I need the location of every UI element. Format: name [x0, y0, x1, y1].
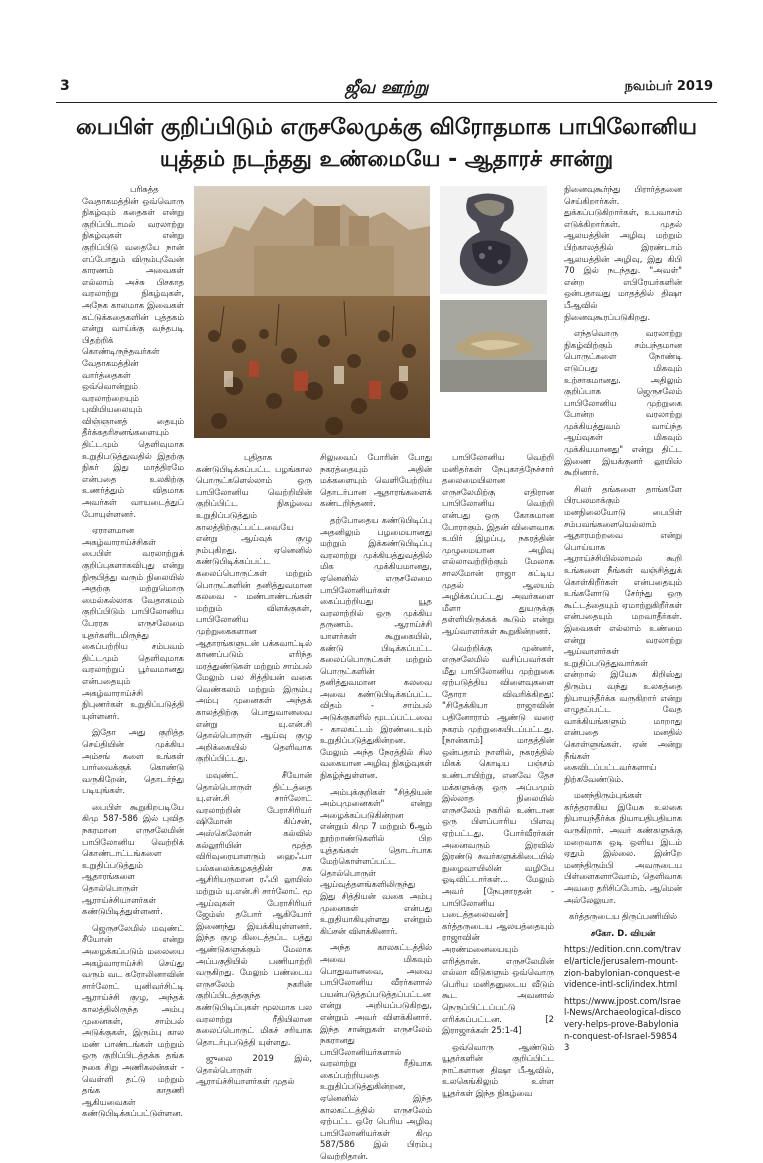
paragraph: இதோ அது குறித்த செய்தியின் முக்கிய அம்சங் களை உங்கள் பார்வைக்குக் கொண்டு வருகிறேன், தொடர்ந்து படியுங்கள்.	[82, 727, 184, 796]
paragraph: ஜெருசலேமில் மவுண்ட் சீயோன் என்று அழைக்கப்படும் மலையை அகழ்வாராய்ச்சி செய்து வரும் வட கரோலினாவின் சார்லோட் யுனிவர்சிட்டி ஆராய்ச்சி குழு, அந்தக் காலத்திலிருந்த அம்பு முனைகள், சாம்பல் அடுக்குகள், இரும்பு கால மண் பாண்டங்கள் மற்றும் ஒரு குறிப்பிடத்தக்க தங்க நகை சிறு அணிகலன்கள் - வெள்ளி தட்டு மற்றும் தங்க காதணி ஆகியவைகள் கண்டுபிடிக்கப்பட்டுள்ளன.	[82, 922, 184, 1119]
paragraph: நினைவுகூர்ந்து பிரார்த்தனை செய்கிறார்கள். துக்கப்படுகிறார்கள், உபவாசம் எடுக்கிறார்கள். முதல் ஆலயத்தின் அழிவு மற்றும் பிற்காலத்தில் இரண்டாம் ஆலயத்தின் அழிவு, இது கிபி 70 இல் நடந்தது. "அவள்" என்ற எபிரேயர்களின் ஒன்பதாவது மாதத்தில் திஷா பீஆவில் நினைவுகூரப்படுகிறது.	[564, 184, 682, 322]
article-column-3	[320, 452, 432, 1162]
article-column-1	[82, 184, 184, 1119]
paragraph: சிலர் தங்களை தாங்களே பிரபலமாக்கும் மனநிலையோடு பைபிள் சம்பவங்களையெல்லாம் ஆதாரமற்றவை என்று பொய்யாக ஆராய்ச்சியில்லாமல் கூறி உங்களை நீங்கள் வஞ்சித்துக் கொள்கிறீர்கள் என்பதையும் உங்களோடு சேர்ந்து ஒரு கூட்டத்தையும் ஏமாற்றுகிறீர்கள் என்பதையும் மறவாதீர்கள். இவைகள் எல்லாம் உண்மை என்று வரலாற்று ஆய்வாளர்கள் உறுதிப்படுத்துவார்கள் என்றால் இயேசு கிறிஸ்து திரும்ப வந்து உலகத்தை நியாயந்தீர்க்க வருகிறார் என்று எழுதப்பட்ட வேத வாக்கியங்களும் மாறாது என்பதை மனதில் கொள்ளுங்கள். ஏன் அன்று நீங்கள் கைவிடப்பட்டவர்களாய் நிற்கவேண்டும்.	[564, 483, 682, 784]
article-headline	[60, 112, 713, 176]
article-column-4	[442, 452, 554, 1099]
paragraph: ஒவ்வொரு ஆண்டும் யூதர்களின் குறிப்பிட்ட நாட்களான திஷா பீஆவில், உலகெங்கிலும் உள்ள யூதர்கள் இந்த நிகழ்வை	[442, 1041, 554, 1099]
paragraph: ஜுலை 2019 இல், தொல்பொருள் ஆராய்ச்சியாளர்கள் முதல்	[196, 1053, 312, 1087]
headline-line-1: பைபிள் குறிப்பிடும் எருசலேமுக்கு விரோதமாக பாபிலோனிய	[75, 115, 697, 140]
bronze-artifact	[440, 186, 547, 294]
issue-date: நவம்பர் 2019	[624, 79, 713, 94]
article-column-2	[196, 452, 312, 1087]
paragraph: அம்புக்குறிகள் "சித்தியன் அம்புமுனைகள்" என்று அழைக்கப்படுகின்றன என்றும் கிமு 7 மற்றும் 6ஆம் நூற்றாண்டுகளில் பிற யுத்தங்கள் தொடர்பாக மேற்கொள்ளப்பட்ட தொல்பொருள் ஆய்வுத்தளங்களிலிருந்து இது சித்தியன் வகை அம்பு முனைகள் என்பது உறுதியாகியுள்ளது என்றும் கிப்சன் விளக்கினார்.	[320, 786, 432, 936]
painting-photo	[194, 186, 430, 438]
masthead-title: ஜீவ ஊற்று	[344, 78, 429, 98]
artifact-photo-bottom	[440, 300, 547, 392]
paragraph: அந்த காலகட்டத்தில் அவை மிகவும் பொதுவானவை, அவை பாபிலோனிய வீரர்களால் பயன்படுத்தப்படுத்தப்பட்டன என்று அறியப்படுகிறது, என்றும் அவர் விளக்கினார். இந்த சான்றுகள் எருசலேம் நகரானது பாபிலோனியர்களால் வரலாற்று ரீதியாக கைப்பற்றியதை உறுதிப்படுத்துகின்றன, ஏனெனில் இந்த காலகட்டத்தில் எருசலேம் ஏற்பட்ட ஒரே பெரிய அழிவு பாபிலோனியர்கள் கிமு 587/586 இல் பிரம்பு வெற்றிதான்.	[320, 942, 432, 1162]
paragraph: புதிதாக கண்டுபிடிக்கப்பட்ட பழங்கால பொருட்களெல்லாம் ஒரு பாபிலோனிய வெற்றியின் குறிப்பிட்ட நிகழ்வை உறுதிப்படுத்தும் காலத்திற்குட்பட்டவையே என்று ஆய்வுக் குழு நம்புகிறது. ஏனெனில் கண்டுபிடிக்கப்பட்ட கலைப்பொருட்கள் மற்றும் பொருட்களின் தனித்துவமான கலவை - மண்பாண்டங்கள் மற்றும் விளக்குகள், பாபிலோனிய முற்றுகைகளான ஆதாரங்களுடன் பக்கவாட்டில் காணப்படும் எரிந்த மரத்துண்டுகள் மற்றும் சாம்பல் மேலும் பல சித்தியன் வகை வெண்கலம் மற்றும் இரும்பு அம்பு முனைகள் அந்தக் காலத்திற்கு பொதுவானவை என்று யு.என்.சி தொல்பொருள் ஆய்வு குழு அறிக்கையில் தெளிவாக குறிப்பிட்டது.	[196, 452, 312, 764]
paragraph: மவுண்ட் சீயோன் தொல்பொருள் திட்டத்தை யு.என்.சி சார்லோட் வரலாற்றின் பேராசிரியர் ஷிமோன் கிப்சன், அஸ்கெலோன் கல்வில் கல்லூரியின் மூத்த விரிவுரையாளரும் ஹைஃபா பல்கலைக்கழகத்தின் சக ஆசிரியருமான ரஃபி லூயிஸ் மற்றும் யு.என்.சி சார்லோட் மூ ஆய்வுகள் பேராசிரியர் ஜேம்ஸ் தபோர் ஆகியோர் இணைந்து இயக்கியுள்ளனர். இந்த குழு கிடைத்தப்ட பத்து ஆண்டுகளுக்கும் மேலாக அப்பகுதியில் பணியாற்றி வருகிறது. மேலும் பண்டைய எருசலேம் நகரின் குறிப்பிடத்தகுந்த கண்டுபிடிப்புகள் மூலமாக பல வரலாற்று ரீதியிலான கலைப்பொருட் மிகச் சரியாக தொடர்புபடுத்தி யுள்ளது.	[196, 770, 312, 1047]
paragraph: தற்போதைய கண்டுபிடிப்பு அதனிலும் பழமையானது மற்றும் இக்கண்டுபிடிப்பு வரலாற்று முக்கியத்துவத்தில் மிக முக்கியமானது, ஏனெனில் எருசலேமை பாபிலோனியர்கள் கைப்பற்றியது யூத வரலாற்றில் ஒரு முக்கிய தருணம். ஆராய்ச்சி யாளர்கள் கூறுகையில், கண்டு பிடிக்கப்பட்ட கலைப்பொருட்கள் மற்றும் பொருட்களின் தனித்துவமான கலவை அவை கண்டுபிடிக்கப்பட்ட விதம் - சாம்பல் அடுக்குகளில் மூடப்பட்டவை - காலகட்டம் இரண்டையும் உறுதிப்படுத்துகின்றன. மேலும் அந்த நேரத்தில் சில வகையான அழிவு நிகழ்வுகள் நிகழ்ந்துள்ளன.	[320, 514, 432, 781]
header-rule	[56, 102, 717, 103]
paragraph: சிலுவைப் போரின் போது நகரத்தையும் அதின் மக்களையும் வெளியேற்றிய தொடர்பான ஆதாரங்களைக் கண்டறிந்தனர்.	[320, 452, 432, 509]
artifact-photo-top	[440, 186, 547, 294]
article-column-5	[564, 184, 682, 1062]
paragraph: வெற்றிக்கு முன்னர், எருசலேமில் வசிப்பவர்கள் மீது பாபிலோனிய முற்றுகை ஏற்படுத்திய விளைவுகளை தோரா விவரிக்கிறது: "சிதேக்கியா ராஜாவின் பதினோராம் ஆண்டு வரை நகரம் முற்றுகையிடப்பட்டது. [நான்காம்] மாதத்தின் ஒன்பதாம் நாளில், நகரத்தில் மிகக் கொடிய பஞ்சம் உண்டாயிற்று, எனவே தேச மக்களுக்கு ஒரு அப்பமும் இல்லாத நிலையில் எருசலேம் நகரில் உண்டான ஒரு பிளப்பாரிய பிளவு ஏற்பட்டது. போர்வீரர்கள் அனைவரும் இரவில் இரண்டு சுவர்களுக்கிடையில் நுழைவாயிலின் வழியே ஓடிவிட்டார்கள்... மேலும் அவர் [நேபுசாரதன் - பாபிலோனிய படைத்தலைவன்] கர்த்தருடைய ஆலயத்தையும் ராஜாவின் அரண்மனையையும் எரித்தான். எருசலேமின் எல்லா வீடுகளும் ஒவ்வொரு பெரிய மனிதனுடைய வீடும் கூட அவனால் நெருப்பிட்டப்பட்டு எரிக்கப்பட்டன. [2 இராஜாக்கள் 25:1-4]	[442, 642, 554, 1036]
paragraph: ஏராளமான அகழ்வாராய்ச்சிகள் பைபிள் வரலாற்றுக் குறிப்புகளாகவிபுது என்று நிரூபித்து வரும் நிலையில் அதற்கு மற்றுமொரு மைல்கல்லாக வேதாகமம் குறிப்பிடும் பாபிலோனிய பேரரசு எருசலேமை யுதர்களிடமிருந்து கைப்பற்றிய சம்பவம் திட்டமும் தெளிவுமாக வரலாற்றுப் பூர்வமானது என்பதையும் அகழ்வாராய்ச்சி நிபுணர்கள் உறுதிப்படுத்தி யுள்ளனர்.	[82, 525, 184, 721]
paragraph: பரிசுத்த வேதாகமத்தின் ஒவ்வொரு நிகழ்வும் கதைகள் என்று குறிப்பிடாமல் வரலாற்று நிகழ்வுகள் என்று குறிப்பிடு வதையே நான் எப்போதும் விரும்புவேன் காரணம் அவைகள் எல்லாம் அச்சு பிசகாத வரலாற்று நிகழ்வுகள், அநேக காலமாக இவைகள் கட்டுக்கதைகளின் புத்தகம் என்று வாய்க்கு வந்தபடி பிதற்றிக் கொண்டிருந்தவர்கள் வேதாகமத்தின் வார்த்தைகள் ஒவ்வொன்றும் வரலாற்றையும் புவியியலையும் விஞ்ஞானத் தையும் தீர்க்கதரிசனங்களையும் திட்டமும் தெளிவுமாக உறுதிபடுத்துவதில் இதற்கு நிகர் இது மாத்திரமே என்பதை உலகிற்கு உணர்த்தும் விதமாக அவர்கள் வாயடைத்துப் போயுள்ளனர்.	[82, 184, 184, 519]
headline-line-2: யுத்தம் நடந்தது உண்மையே - ஆதாரச் சான்று	[159, 147, 614, 172]
gold-ornament	[440, 300, 547, 392]
source-link-jpost[interactable]: https://www.jpost.com/Israel-News/Archaeological-discovery-helps-prove-Babylonian-conquest-of-Israel-598543	[564, 995, 682, 1053]
signature-line: கர்த்தருடைய திருப்பணியில்	[569, 911, 677, 922]
paragraph: மனந்திரும்புங்கள் கர்த்தராகிய இயேசு உலகை நியாயந்தீர்க்க நியாயதிபதியாக வருகிறார். அவர் கண்களுக்கு மறைவாக ஒடி ஒளிய இடம் ஏதும் இல்லை. இன்றே மனந்திரும்பி அவருடைய பிள்ளைகளாவோம், தெளிவாக அவரை தரிசிப்போம். ஆமென் அல்லேலுயா.	[564, 790, 682, 905]
author-name: சகோ. D. வியன்	[590, 927, 656, 938]
page-header	[56, 78, 717, 100]
paragraph: பைபிள் கூறுகிறபடியே கிமு 587-586 இல் புவித நகரமான எருசலேமின் பாபிலோனிய வெற்றிக் கொண்டாட்டங்களை உறுதிப்படுத்தும் ஆதாரங்களை தொல்பொருள் ஆராய்ச்சியாளர்கள் கண்டுபிடித்துள்ளனர்.	[82, 801, 184, 917]
paragraph: எந்தவொரு வரலாற்று நிகழ்விற்கும் சம்பந்தமான பொருட்களை நோண்டி எடுப்பது மிகவும் உற்சாகமானது. அதிலும் குறிப்பாக ஜெருசலேம் பாபிலோனிய முற்றுகை போன்ற வரலாற்று முக்கியத்துவம் வாய்ந்த ஆய்வுகள் மிகவும் முக்கியமானது" என்று திட்ட இணை இயக்குனர் லூயிஸ் கூறினார்.	[564, 328, 682, 478]
source-link-cnn[interactable]: https://edition.cnn.com/travel/article/jerusalem-mount-zion-babylonian-conquest-evidence-intl-scli/index.html	[564, 944, 681, 990]
paragraph: பாபிலோனிய வெற்றி மனிதர்கள் நேபுகாத்நேச்சார் தலைமையிலான எருசலேமிற்கு எதிரான பாபிலோனிய வெற்றி என்பது ஒரு கோசுமான போராகும். இதன் விளைவாக உயிர் இழப்பு, நகரத்தின் முழுமையான அழிவு எல்லாவற்றிற்கும் மேலாக சாலமோன் ராஜா கட்டிய முதல் ஆலயம் அழிக்கப்பட்டது அவர்களை மீளா துயருக்கு தள்ளியிருக்கக் கூடும் என்று ஆய்வாளர்கள் கூறுகின்றனர்.	[442, 452, 554, 636]
painting-of-jerusalem-siege	[194, 186, 430, 438]
page-number: 3	[60, 78, 70, 94]
